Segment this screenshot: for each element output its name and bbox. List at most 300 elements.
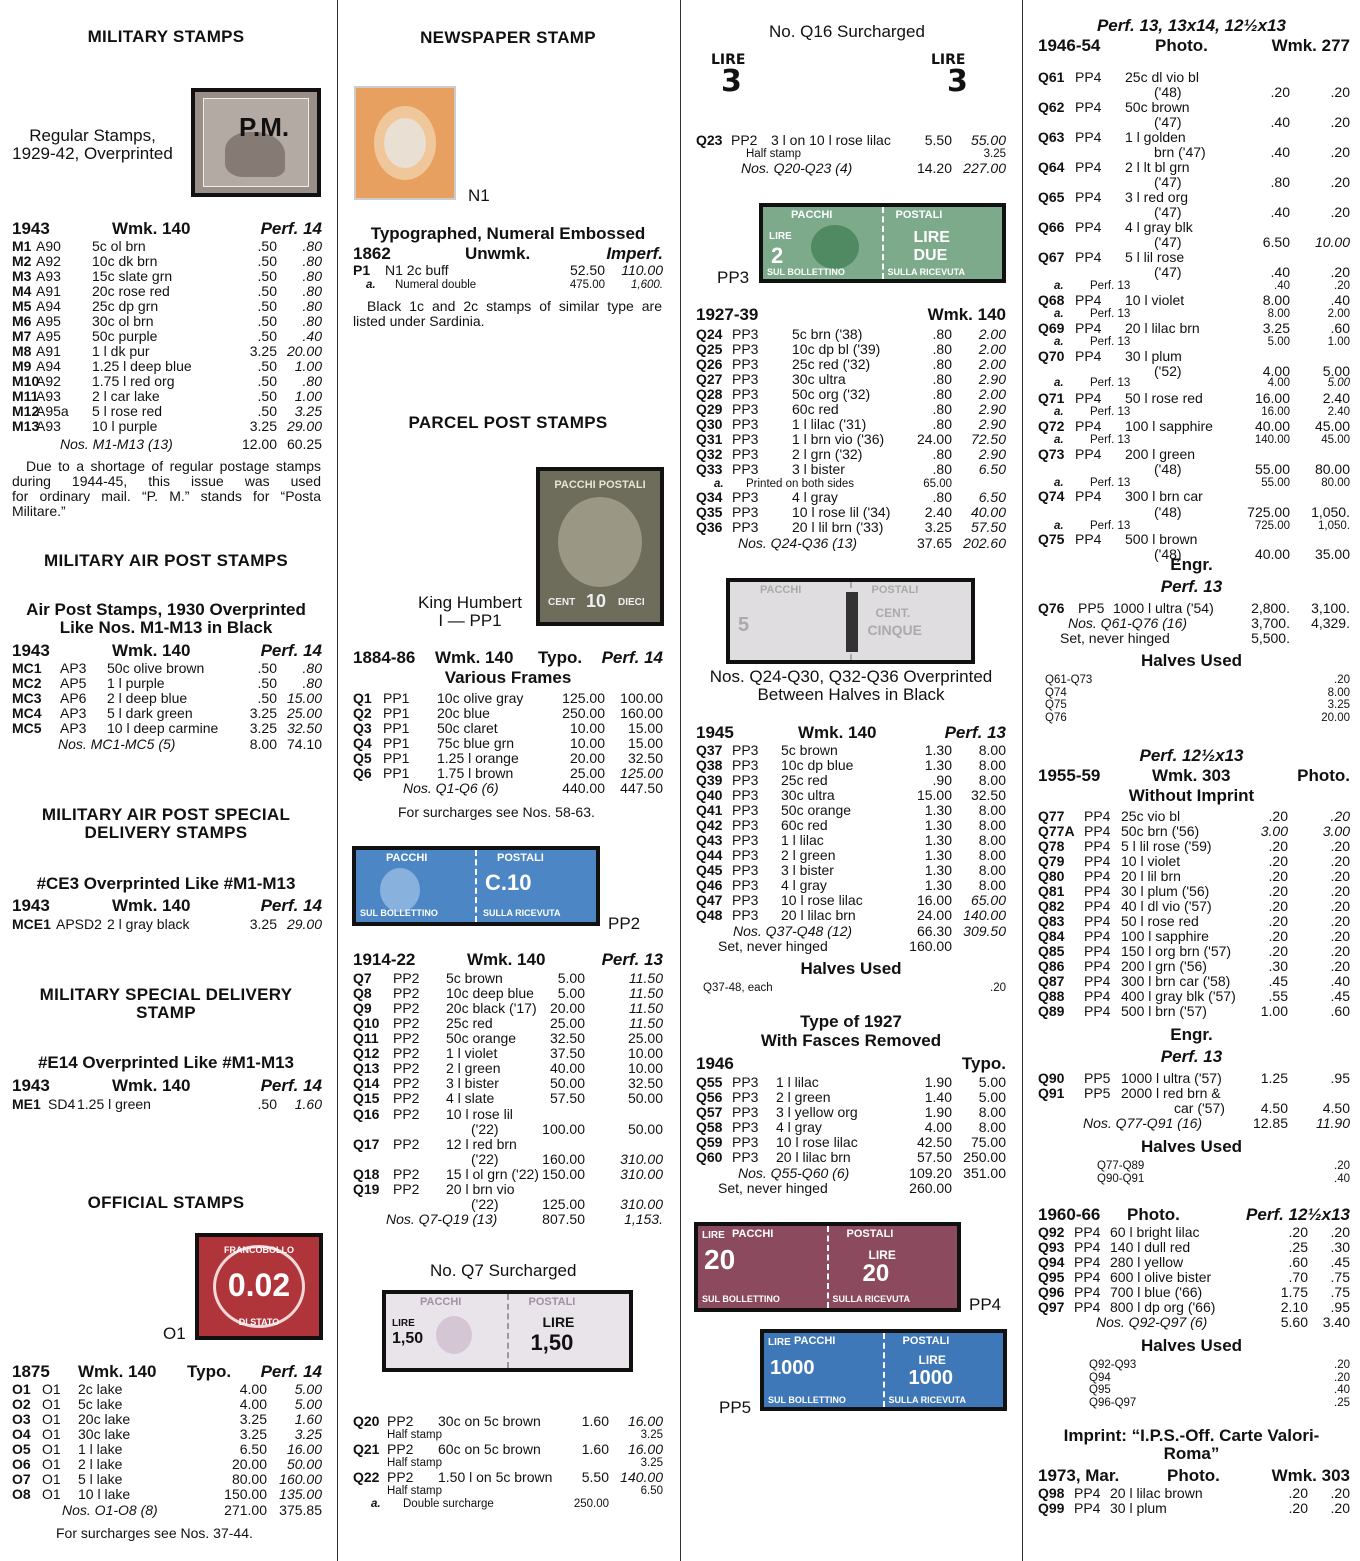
table-row xyxy=(1038,944,1350,959)
used-value: 29.00 xyxy=(286,418,322,434)
stamp-number: Q38 xyxy=(696,757,723,773)
used-value: 32.50 xyxy=(970,787,1006,803)
stamp-date: brn ('47) xyxy=(1154,144,1206,160)
table-row xyxy=(1038,100,1350,115)
used-value: 35.00 xyxy=(1314,546,1350,562)
stamp-type: PP4 xyxy=(1075,189,1102,205)
stamp-description: 2 l car lake xyxy=(92,388,160,404)
stamp-type: PP4 xyxy=(1075,219,1102,235)
stamp-number: MC5 xyxy=(12,720,42,736)
stamp-description: 20c black ('17) xyxy=(446,1000,537,1016)
stamp-number: Q13 xyxy=(353,1060,380,1076)
used-value: .20 xyxy=(1330,943,1350,959)
used-value: 8.00 xyxy=(978,742,1006,758)
table-row xyxy=(1038,145,1350,160)
unused-value: .50 xyxy=(257,328,277,344)
table-row xyxy=(1038,250,1350,265)
used-value: 10.00 xyxy=(627,1060,663,1076)
stamp-description: 60 l bright lilac xyxy=(1110,1224,1200,1240)
used-value: .45 xyxy=(1330,988,1350,1004)
stamp-description: 75c blue grn xyxy=(437,735,515,751)
section-title: MILITARY AIR POST SPECIAL DELIVERY STAMPS xyxy=(41,805,291,842)
stamp-number: Q46 xyxy=(696,877,723,893)
stamp-type: PP4 xyxy=(1075,531,1102,547)
used-value: 8.00 xyxy=(978,772,1006,788)
stamp-description: 1 l violet xyxy=(446,1045,498,1061)
table-row xyxy=(353,1016,663,1031)
unused-value: 55.00 xyxy=(1254,461,1290,477)
table-row: Q90 PP5 1000 l ultra ('57) 1.25 .95 xyxy=(1038,1070,1350,1086)
stamp-description: 25c red ('32) xyxy=(792,356,871,372)
stamp-description: 5c brown xyxy=(781,742,838,758)
unused-value: 42.50 xyxy=(916,1134,952,1150)
unused-value: .50 xyxy=(257,358,277,374)
table-row: Q23 PP2 3 l on 10 l rose lilac 5.50 55.00 xyxy=(696,132,1006,148)
table-row xyxy=(12,389,322,404)
stamp-caption: Regular Stamps, 1929-42, Overprinted xyxy=(12,126,173,163)
unused-value: 3.00 xyxy=(1260,823,1288,839)
table-row xyxy=(353,1046,663,1061)
stamp-description: 200 l green xyxy=(1125,446,1196,462)
table-row xyxy=(1038,854,1350,869)
table-row xyxy=(1038,532,1350,547)
stamp-number: Q37 xyxy=(696,742,723,758)
table-row xyxy=(696,357,1006,372)
unused-value: 3.25 xyxy=(249,720,277,736)
stamp-description: 20c lake xyxy=(78,1411,131,1427)
unused-value: 725.00 xyxy=(1254,520,1290,532)
stamp-description: 700 l blue ('66) xyxy=(1110,1284,1203,1300)
unused-value: .20 xyxy=(1288,1224,1308,1240)
stamp-description: 5 l rose red xyxy=(92,403,163,419)
stamp-type: PP1 xyxy=(383,750,410,766)
section-subtitle: Halves Used xyxy=(800,959,902,978)
stamp-image-pp4: LIRE PACCHI 20 SUL BOLLETTINO POSTALI LIRE 20 SULLA RICEVUTA xyxy=(694,1222,961,1312)
stamp-type: PP4 xyxy=(1074,1299,1101,1315)
stamp-type: PP4 xyxy=(1075,129,1102,145)
used-value: 3.25 xyxy=(294,1426,322,1442)
stamp-table xyxy=(1038,809,1350,1021)
stamp-description: 25c red xyxy=(446,1015,493,1031)
used-value: 2.00 xyxy=(978,341,1006,357)
stamp-type: A94 xyxy=(36,358,61,374)
unused-value: .50 xyxy=(257,268,277,284)
stamp-type: PP4 xyxy=(1074,1224,1101,1240)
stamp-number: Q72 xyxy=(1038,418,1065,434)
unused-value: .80 xyxy=(1270,174,1290,190)
stamp-type: PP3 xyxy=(732,1089,759,1105)
table-row xyxy=(1038,1004,1350,1019)
unused-value: .40 xyxy=(1270,114,1290,130)
stamp-type: PP3 xyxy=(732,757,759,773)
stamp-type: PP2 xyxy=(393,1045,420,1061)
table-row xyxy=(12,1427,322,1442)
table-row: Q22 PP2 1.50 l on 5c brown 5.50 140.00 xyxy=(353,1469,663,1485)
stamp-description: 4 l gray xyxy=(776,1119,822,1135)
used-value: .80 xyxy=(302,253,322,269)
used-value: 75.00 xyxy=(970,1134,1006,1150)
used-value: .30 xyxy=(1330,1239,1350,1255)
unused-value: .20 xyxy=(1268,853,1288,869)
table-row-cont: ('22) 160.00 310.00 xyxy=(471,1151,663,1167)
stamp-type: PP2 xyxy=(393,1030,420,1046)
stamp-description: 2 l green xyxy=(781,847,836,863)
table-row xyxy=(696,387,1006,402)
stamp-type: PP4 xyxy=(1075,159,1102,175)
stamp-image-overprinted: PACCHI 5 POSTALI CENT. CINQUE xyxy=(726,578,975,664)
used-value: 11.50 xyxy=(629,1000,663,1016)
unused-value: 1.30 xyxy=(924,757,952,773)
table-row xyxy=(353,1076,663,1091)
table-row xyxy=(353,971,663,986)
stamp-number: O1 xyxy=(12,1381,31,1397)
table-row xyxy=(1038,265,1350,280)
stamp-number: Q48 xyxy=(696,907,723,923)
table-header: 1960-66 Photo. Perf. 12½x13 xyxy=(1038,1205,1350,1224)
stamp-description: 300 l brn car ('58) xyxy=(1121,973,1231,989)
unused-value: .50 xyxy=(257,283,277,299)
variant-letter: a. xyxy=(1054,280,1064,292)
surcharge-caption: No. Q7 Surcharged xyxy=(430,1261,577,1280)
stamp-description: 5 l lil rose ('59) xyxy=(1121,838,1212,854)
stamp-type: PP3 xyxy=(732,742,759,758)
stamp-number: O7 xyxy=(12,1471,31,1487)
unused-value: .20 xyxy=(1288,1485,1308,1501)
table-header: 1943 Wmk. 140 Perf. 14 xyxy=(12,1076,322,1095)
footnote: For surcharges see Nos. 58-63. xyxy=(398,804,595,820)
stamp-number: Q47 xyxy=(696,892,723,908)
used-value: 125.00 xyxy=(620,765,663,781)
table-row: ME1 SD4 1.25 l green .50 1.60 xyxy=(12,1096,322,1112)
stamp-type: PP4 xyxy=(1075,69,1102,85)
stamp-number: Q34 xyxy=(696,489,723,505)
stamp-number: O2 xyxy=(12,1396,31,1412)
table-row xyxy=(353,721,663,736)
stamp-number: Q85 xyxy=(1038,943,1065,959)
perf-variant: Perf. 13 xyxy=(1090,308,1131,320)
table-row xyxy=(1038,1486,1350,1501)
stamp-type: PP3 xyxy=(732,1119,759,1135)
halves-row: Q37-48, each .20 xyxy=(703,982,1006,994)
stamp-number: Q59 xyxy=(696,1134,723,1150)
table-row xyxy=(696,327,1006,342)
table-row-cont: ('22) 125.00 310.00 xyxy=(471,1196,663,1212)
table-row xyxy=(12,1487,322,1502)
table-row xyxy=(696,1075,1006,1090)
used-value: .20 xyxy=(1330,898,1350,914)
unused-value: 1.90 xyxy=(924,1074,952,1090)
unused-value: 32.50 xyxy=(549,1030,585,1046)
table-row xyxy=(1038,959,1350,974)
table-row xyxy=(696,1090,1006,1105)
table-row xyxy=(1038,1501,1350,1516)
halves-range: Q92-Q93 xyxy=(1089,1359,1137,1371)
stamp-number: Q80 xyxy=(1038,868,1065,884)
stamp-type: PP3 xyxy=(732,489,759,505)
table-row xyxy=(1038,809,1350,824)
halves-range: Q95 xyxy=(1089,1384,1111,1396)
used-value: .20 xyxy=(1330,883,1350,899)
table-row xyxy=(12,329,322,344)
stamp-type: PP3 xyxy=(732,832,759,848)
table-row-cont: car ('57) 4.50 4.50 xyxy=(1174,1100,1350,1116)
used-value: 1.60 xyxy=(294,1411,322,1427)
stamp-type: PP4 xyxy=(1084,808,1111,824)
stamp-date: ('48) xyxy=(1154,84,1182,100)
stamp-description: 20 l lil brn xyxy=(1121,868,1181,884)
unused-value: .20 xyxy=(1268,928,1288,944)
used-value: .20 xyxy=(1330,1500,1350,1516)
halves-value: .40 xyxy=(1334,1384,1350,1396)
unused-value: .50 xyxy=(257,298,277,314)
table-row xyxy=(1038,989,1350,1004)
unused-value: .50 xyxy=(257,660,277,676)
stamp-number: M11 xyxy=(12,388,39,404)
variant-letter: a. xyxy=(1054,308,1064,320)
stamp-number: MC4 xyxy=(12,705,42,721)
unused-value: .50 xyxy=(257,373,277,389)
table-row xyxy=(696,803,1006,818)
table-row xyxy=(353,1031,663,1046)
halves-range: Q61-Q73 xyxy=(1045,674,1093,686)
stamp-number: Q68 xyxy=(1038,292,1065,308)
stamp-number: Q35 xyxy=(696,504,723,520)
used-value: 80.00 xyxy=(1314,461,1350,477)
stamp-description: 1 l purple xyxy=(107,675,165,691)
stamp-description: 20 l lilac brn xyxy=(1125,320,1200,336)
unused-value: .20 xyxy=(1268,898,1288,914)
used-value: 3.00 xyxy=(1322,823,1350,839)
stamp-type: A95a xyxy=(36,403,69,419)
table-row xyxy=(1038,884,1350,899)
table-row xyxy=(12,1382,322,1397)
stamp-description: 30c ol brn xyxy=(92,313,154,329)
stamp-description: 2 l deep blue xyxy=(107,690,188,706)
used-value: .80 xyxy=(302,313,322,329)
halves-value: 3.25 xyxy=(1327,699,1350,711)
used-value: 5.00 xyxy=(1322,363,1350,379)
unused-value: .30 xyxy=(1268,958,1288,974)
unused-value: 3.25 xyxy=(239,1411,267,1427)
stamp-number: Q40 xyxy=(696,787,723,803)
stamp-description: 2 l green xyxy=(776,1089,831,1105)
table-row xyxy=(12,269,322,284)
used-value: 80.00 xyxy=(1321,477,1350,489)
stamp-type: AP3 xyxy=(60,660,87,676)
used-value: 8.00 xyxy=(978,847,1006,863)
table-header: 1862 Unwmk. Imperf. xyxy=(353,244,663,263)
stamp-number: O4 xyxy=(12,1426,31,1442)
stamp-type: PP3 xyxy=(732,817,759,833)
table-row xyxy=(12,1472,322,1487)
unused-value: 1.00 xyxy=(1260,1003,1288,1019)
stamp-type: PP4 xyxy=(1075,446,1102,462)
stamp-type: PP3 xyxy=(732,431,759,447)
stamp-number: Q83 xyxy=(1038,913,1065,929)
stamp-description: 1.75 l red org xyxy=(92,373,175,389)
stamp-type: O1 xyxy=(42,1381,61,1397)
unused-value: 3.25 xyxy=(1262,320,1290,336)
used-value: 20.00 xyxy=(286,343,322,359)
unused-value: .45 xyxy=(1268,973,1288,989)
unused-value: 725.00 xyxy=(1247,504,1290,520)
used-value: 135.00 xyxy=(279,1486,322,1502)
used-value: .20 xyxy=(1330,1224,1350,1240)
stamp-number: Q94 xyxy=(1038,1254,1065,1270)
stamp-number: Q45 xyxy=(696,862,723,878)
used-value: 15.00 xyxy=(627,735,663,751)
stamp-table xyxy=(12,239,322,439)
halves-table xyxy=(1045,673,1350,723)
stamp-table xyxy=(12,1382,322,1506)
stamp-type: PP3 xyxy=(732,416,759,432)
table-row xyxy=(1038,85,1350,100)
stamp-type: PP4 xyxy=(1075,348,1102,364)
stamp-description: 100 l sapphire xyxy=(1125,418,1213,434)
used-value: 5.00 xyxy=(978,1089,1006,1105)
unused-value: .50 xyxy=(257,690,277,706)
table-row xyxy=(696,743,1006,758)
stamp-description: 10c dp bl ('39) xyxy=(792,341,881,357)
stamp-description: 30 l plum xyxy=(1125,348,1182,364)
section-title: OFFICIAL STAMPS xyxy=(87,1193,245,1212)
table-row xyxy=(696,893,1006,908)
unused-value: .50 xyxy=(257,403,277,419)
stamp-number: Q60 xyxy=(696,1149,723,1165)
used-value: 32.50 xyxy=(286,720,322,736)
variant-letter: a. xyxy=(1054,477,1064,489)
stamp-type: AP3 xyxy=(60,720,87,736)
unused-value: 6.50 xyxy=(1262,234,1290,250)
table-row xyxy=(1038,1225,1350,1240)
unused-value: .80 xyxy=(932,461,952,477)
used-value: 2.00 xyxy=(978,326,1006,342)
stamp-number: O3 xyxy=(12,1411,31,1427)
stamp-description: 50c claret xyxy=(437,720,498,736)
unused-value: 250.00 xyxy=(562,705,605,721)
table-row xyxy=(696,447,1006,462)
used-value: .20 xyxy=(1330,1485,1350,1501)
unused-value: .70 xyxy=(1288,1269,1308,1285)
used-value: 32.50 xyxy=(627,750,663,766)
unused-value: 5.00 xyxy=(1267,336,1290,348)
stamp-type: PP3 xyxy=(732,519,759,535)
unused-value: .90 xyxy=(932,772,952,788)
used-value: 6.50 xyxy=(978,489,1006,505)
used-value: .20 xyxy=(1330,928,1350,944)
unused-value: .20 xyxy=(1268,808,1288,824)
used-value: 45.00 xyxy=(1321,434,1350,446)
used-value: 32.50 xyxy=(627,1075,663,1091)
table-row xyxy=(353,736,663,751)
halves-table xyxy=(1089,1358,1350,1408)
stamp-number: Q70 xyxy=(1038,348,1065,364)
used-value: 8.00 xyxy=(978,817,1006,833)
unused-value: 20.00 xyxy=(231,1456,267,1472)
unused-value: .25 xyxy=(1288,1239,1308,1255)
section-subtitle: Type of 1927 With Fasces Removed xyxy=(760,1012,942,1050)
stamp-type: AP5 xyxy=(60,675,87,691)
stamp-description: 5 l dark green xyxy=(107,705,193,721)
stamp-table xyxy=(696,490,1006,536)
table-row xyxy=(12,1442,322,1457)
used-value: .60 xyxy=(1330,1003,1350,1019)
used-value: 2.00 xyxy=(1327,308,1350,320)
stamp-table xyxy=(696,327,1006,477)
surcharge-lire-left: LIRE xyxy=(711,52,746,68)
stamp-image-n1 xyxy=(354,86,456,200)
unused-value: 40.00 xyxy=(549,1060,585,1076)
unused-value: .80 xyxy=(932,416,952,432)
variant-letter: a. xyxy=(1054,336,1064,348)
stamp-description: 30 l plum xyxy=(1110,1500,1167,1516)
stamp-description: 3 l bister xyxy=(446,1075,499,1091)
stamp-description: 60c red xyxy=(781,817,828,833)
halves-row xyxy=(1045,711,1350,726)
unused-value: 3.25 xyxy=(239,1426,267,1442)
stamp-label: PP3 xyxy=(717,268,750,287)
table-subrow: a. Numeral double 475.00 1,600. xyxy=(366,279,663,291)
table-subrow: Half stamp 3.25 xyxy=(387,1429,663,1441)
stamp-number: M4 xyxy=(12,283,32,299)
stamp-description: 1 l lilac xyxy=(776,1074,819,1090)
stamp-type: PP4 xyxy=(1084,988,1111,1004)
stamp-number: M5 xyxy=(12,298,32,314)
used-value: 2.40 xyxy=(1322,390,1350,406)
table-header: 1875 Wmk. 140 Typo. Perf. 14 xyxy=(12,1362,322,1381)
unused-value: 37.50 xyxy=(549,1045,585,1061)
stamp-number: Q58 xyxy=(696,1119,723,1135)
stamp-type: PP3 xyxy=(732,877,759,893)
stamp-description: 20 l lil brn ('33) xyxy=(792,519,884,535)
unused-value: .80 xyxy=(932,356,952,372)
used-value: .20 xyxy=(1330,868,1350,884)
unused-value: 1.30 xyxy=(924,877,952,893)
table-row xyxy=(696,1150,1006,1165)
unused-value: 125.00 xyxy=(562,690,605,706)
stamp-description: 1 l dk pur xyxy=(92,343,150,359)
used-value: .20 xyxy=(1330,853,1350,869)
unused-value: .60 xyxy=(1288,1254,1308,1270)
used-value: 1,050. xyxy=(1318,520,1350,532)
table-row xyxy=(696,417,1006,432)
stamp-type: A95 xyxy=(36,313,61,329)
stamp-number: Q33 xyxy=(696,461,723,477)
stamp-description: 1 l lilac ('31) xyxy=(792,416,867,432)
stamp-type: PP1 xyxy=(383,705,410,721)
stamp-number: Q77A xyxy=(1038,823,1075,839)
stamp-type: PP4 xyxy=(1084,838,1111,854)
table-row xyxy=(696,818,1006,833)
stamp-caption: King Humbert I — PP1 xyxy=(418,593,522,630)
used-value: 15.00 xyxy=(286,690,322,706)
unused-value: 25.00 xyxy=(569,765,605,781)
used-value: 10.00 xyxy=(627,1045,663,1061)
table-row: MCE1 APSD2 2 l gray black 3.25 29.00 xyxy=(12,916,322,932)
stamp-image-pm xyxy=(191,88,321,197)
stamp-type: O1 xyxy=(42,1471,61,1487)
stamp-number: Q74 xyxy=(1038,488,1065,504)
halves-value: .20 xyxy=(1334,1371,1350,1384)
halves-range: Q90-Q91 xyxy=(1097,1172,1145,1185)
stamp-description: 50c org ('32) xyxy=(792,386,871,402)
table-row xyxy=(696,848,1006,863)
stamp-type: PP3 xyxy=(732,847,759,863)
table-header: 1946 Typo. xyxy=(696,1054,1006,1073)
stamp-type: O1 xyxy=(42,1441,61,1457)
section-subtitle: Perf. 13, 13x14, 12½x13 xyxy=(1096,16,1287,35)
used-value: 8.00 xyxy=(978,1119,1006,1135)
